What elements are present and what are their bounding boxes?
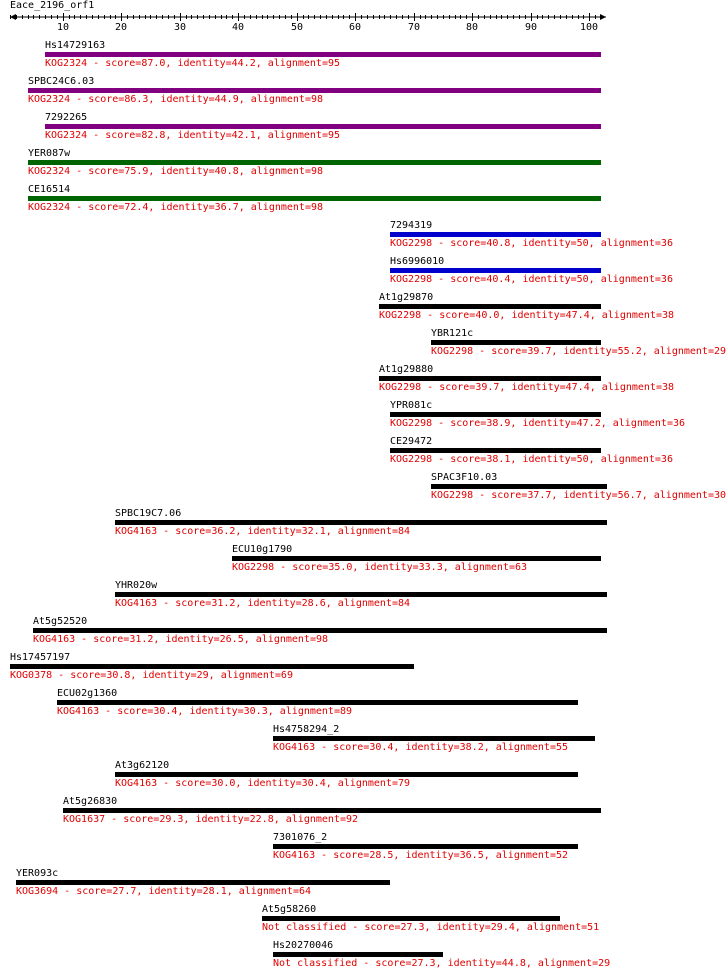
hit-name[interactable]: YER087w bbox=[28, 148, 71, 159]
hit-row bbox=[0, 76, 620, 112]
hit-bar[interactable] bbox=[273, 952, 443, 957]
hit-row bbox=[0, 112, 620, 148]
hit-bar[interactable] bbox=[57, 700, 578, 705]
hit-name[interactable]: At5g58260 bbox=[262, 904, 317, 915]
hit-bar[interactable] bbox=[45, 52, 601, 57]
hit-name[interactable]: 7294319 bbox=[390, 220, 433, 231]
hit-row bbox=[0, 400, 686, 436]
ruler-tick-label: 60 bbox=[348, 22, 362, 33]
hit-row bbox=[0, 904, 620, 940]
hit-row bbox=[0, 184, 620, 220]
hit-row bbox=[0, 760, 620, 796]
hit-description[interactable]: KOG2298 - score=35.0, identity=33.3, alignment=63 bbox=[232, 562, 528, 573]
hit-description[interactable]: KOG2324 - score=82.8, identity=42.1, alignment=95 bbox=[45, 130, 341, 141]
hit-row bbox=[0, 328, 726, 364]
hit-description[interactable]: KOG2324 - score=87.0, identity=44.2, alignment=95 bbox=[45, 58, 341, 69]
hit-description[interactable]: KOG0378 - score=30.8, identity=29, alignment=69 bbox=[10, 670, 293, 681]
hit-description[interactable]: KOG3694 - score=27.7, identity=28.1, alignment=64 bbox=[16, 886, 312, 897]
hit-name[interactable]: 7301076_2 bbox=[273, 832, 328, 843]
hit-row bbox=[0, 220, 673, 256]
hit-name[interactable]: CE29472 bbox=[390, 436, 433, 447]
hit-name[interactable]: At3g62120 bbox=[115, 760, 170, 771]
hit-description[interactable]: KOG2298 - score=38.9, identity=47.2, alignment=36 bbox=[390, 418, 686, 429]
hit-bar[interactable] bbox=[28, 160, 601, 165]
ruler-tick-label: 40 bbox=[231, 22, 245, 33]
hit-bar[interactable] bbox=[28, 88, 601, 93]
hit-row bbox=[0, 832, 620, 868]
hit-description[interactable]: Not classified - score=27.3, identity=29.4, alignment=51 bbox=[262, 922, 600, 933]
hit-row bbox=[0, 256, 673, 292]
ruler-tick-label: 50 bbox=[290, 22, 304, 33]
hit-name[interactable]: Hs14729163 bbox=[45, 40, 106, 51]
hit-description[interactable]: KOG2298 - score=40.8, identity=50, alignment=36 bbox=[390, 238, 673, 249]
hit-bar[interactable] bbox=[232, 556, 601, 561]
hit-description[interactable]: KOG4163 - score=30.4, identity=30.3, alignment=89 bbox=[57, 706, 353, 717]
hit-bar[interactable] bbox=[273, 736, 595, 741]
ruler-left-arrow bbox=[10, 14, 16, 20]
hit-description[interactable]: KOG2298 - score=37.7, identity=56.7, alignment=30 bbox=[431, 490, 726, 501]
ruler-tick-label: 20 bbox=[114, 22, 128, 33]
hit-description[interactable]: KOG2298 - score=40.0, identity=47.4, alignment=38 bbox=[379, 310, 675, 321]
hit-bar[interactable] bbox=[63, 808, 601, 813]
hit-bar[interactable] bbox=[390, 232, 601, 237]
hit-name[interactable]: YPR081c bbox=[390, 400, 433, 411]
hit-row bbox=[0, 40, 620, 76]
hit-name[interactable]: Hs4758294_2 bbox=[273, 724, 340, 735]
hit-bar[interactable] bbox=[10, 664, 414, 669]
ruler-tick-label: 80 bbox=[465, 22, 479, 33]
hit-bar[interactable] bbox=[431, 484, 607, 489]
hit-name[interactable]: At5g26830 bbox=[63, 796, 118, 807]
hit-row bbox=[0, 688, 620, 724]
hit-row bbox=[0, 868, 620, 904]
hit-name[interactable]: YHR020w bbox=[115, 580, 158, 591]
hit-description[interactable]: KOG4163 - score=30.0, identity=30.4, alignment=79 bbox=[115, 778, 411, 789]
hit-row bbox=[0, 616, 620, 652]
hit-bar[interactable] bbox=[390, 268, 601, 273]
hit-description[interactable]: KOG1637 - score=29.3, identity=22.8, alignment=92 bbox=[63, 814, 359, 825]
hit-description[interactable]: KOG2324 - score=72.4, identity=36.7, alignment=98 bbox=[28, 202, 324, 213]
hit-description[interactable]: KOG4163 - score=30.4, identity=38.2, alignment=55 bbox=[273, 742, 569, 753]
position-ruler bbox=[0, 0, 620, 33]
hit-bar[interactable] bbox=[431, 340, 601, 345]
hit-bar[interactable] bbox=[28, 196, 601, 201]
hit-description[interactable]: KOG2298 - score=38.1, identity=50, alignment=36 bbox=[390, 454, 673, 465]
hit-description[interactable]: KOG2298 - score=39.7, identity=47.4, alignment=38 bbox=[379, 382, 675, 393]
hit-row bbox=[0, 580, 620, 616]
hit-name[interactable]: SPAC3F10.03 bbox=[431, 472, 498, 483]
hit-bar[interactable] bbox=[33, 628, 607, 633]
hit-name[interactable]: Hs17457197 bbox=[10, 652, 71, 663]
ruler-tick-label: 90 bbox=[524, 22, 538, 33]
ruler-tick-label: 10 bbox=[56, 22, 70, 33]
hit-name[interactable]: Hs6996010 bbox=[390, 256, 445, 267]
hit-description[interactable]: KOG2324 - score=86.3, identity=44.9, alignment=98 bbox=[28, 94, 324, 105]
hit-row bbox=[0, 508, 620, 544]
hit-name[interactable]: YER093c bbox=[16, 868, 59, 879]
ruler-ticks bbox=[10, 13, 606, 33]
hit-row bbox=[0, 292, 675, 328]
hit-description[interactable]: KOG2324 - score=75.9, identity=40.8, alignment=98 bbox=[28, 166, 324, 177]
ruler-right-arrow bbox=[600, 14, 606, 20]
hit-row bbox=[0, 364, 675, 400]
hit-name[interactable]: At5g52520 bbox=[33, 616, 88, 627]
hit-description[interactable]: KOG4163 - score=31.2, identity=26.5, alignment=98 bbox=[33, 634, 329, 645]
hit-bar[interactable] bbox=[115, 520, 607, 525]
hit-name[interactable]: SPBC24C6.03 bbox=[28, 76, 95, 87]
hit-description[interactable]: KOG4163 - score=36.2, identity=32.1, alignment=84 bbox=[115, 526, 411, 537]
hit-bar[interactable] bbox=[390, 412, 601, 417]
hit-name[interactable]: ECU02g1360 bbox=[57, 688, 118, 699]
hit-row bbox=[0, 148, 620, 184]
hit-bar[interactable] bbox=[262, 916, 560, 921]
hit-row bbox=[0, 472, 726, 508]
hit-row bbox=[0, 652, 620, 688]
hit-bar[interactable] bbox=[379, 376, 601, 381]
hit-row bbox=[0, 796, 620, 832]
hit-name[interactable]: ECU10g1790 bbox=[232, 544, 293, 555]
hit-name[interactable]: YBR121c bbox=[431, 328, 474, 339]
hit-name[interactable]: SPBC19C7.06 bbox=[115, 508, 182, 519]
hit-row bbox=[0, 436, 673, 472]
hit-description[interactable]: Not classified - score=27.3, identity=44.8, alignment=29 bbox=[273, 958, 611, 969]
ruler-tick-label: 100 bbox=[579, 22, 599, 33]
query-name: Eace_2196_orf1 bbox=[10, 0, 95, 11]
hit-row bbox=[0, 940, 620, 976]
hit-name[interactable]: 7292265 bbox=[45, 112, 88, 123]
hit-description[interactable]: KOG4163 - score=31.2, identity=28.6, alignment=84 bbox=[115, 598, 411, 609]
hit-bar[interactable] bbox=[390, 448, 601, 453]
hit-bar[interactable] bbox=[379, 304, 601, 309]
hit-name[interactable]: Hs20270046 bbox=[273, 940, 334, 951]
hit-bar[interactable] bbox=[115, 592, 607, 597]
hit-description[interactable]: KOG2298 - score=39.7, identity=55.2, alignment=29 bbox=[431, 346, 726, 357]
hit-bar[interactable] bbox=[115, 772, 578, 777]
hit-row bbox=[0, 544, 620, 580]
hit-description[interactable]: KOG2298 - score=40.4, identity=50, alignment=36 bbox=[390, 274, 673, 285]
hit-bar[interactable] bbox=[16, 880, 390, 885]
hit-name[interactable]: At1g29880 bbox=[379, 364, 434, 375]
hit-name[interactable]: At1g29870 bbox=[379, 292, 434, 303]
ruler-tick-label: 30 bbox=[173, 22, 187, 33]
hit-name[interactable]: CE16514 bbox=[28, 184, 71, 195]
hit-bar[interactable] bbox=[45, 124, 601, 129]
ruler-tick-label: 70 bbox=[407, 22, 421, 33]
hit-bar[interactable] bbox=[273, 844, 578, 849]
hit-row bbox=[0, 724, 620, 760]
hit-description[interactable]: KOG4163 - score=28.5, identity=36.5, alignment=52 bbox=[273, 850, 569, 861]
